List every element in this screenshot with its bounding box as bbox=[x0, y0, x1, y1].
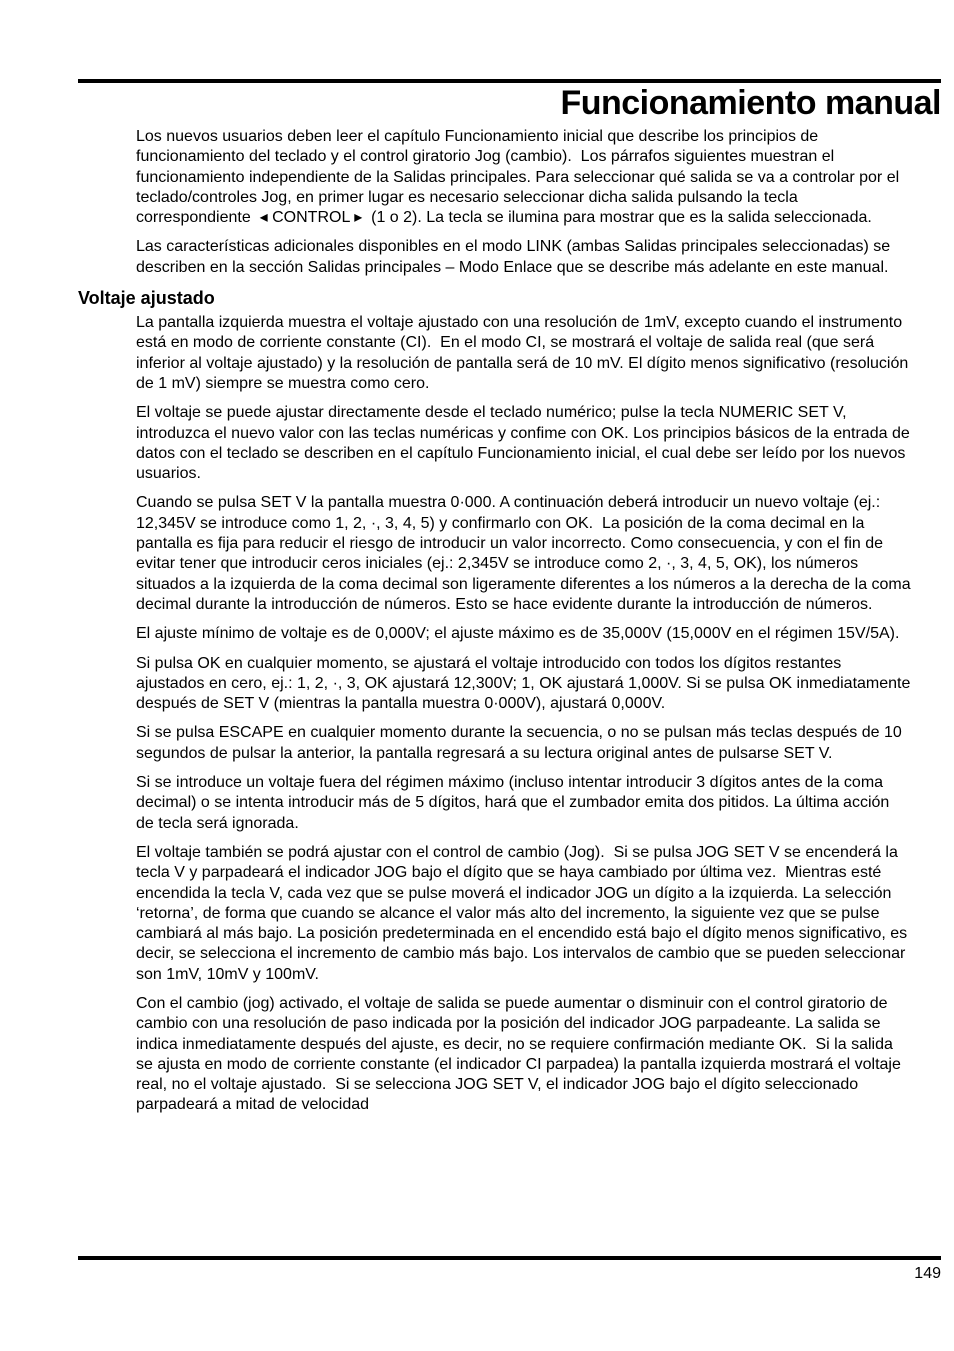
section-paragraph: El voltaje también se podrá ajustar con el control de cambio (Jog). Si se pulsa JOG SET V se encenderá la tecla V y parpadeará el indicador JOG bajo el dígito que se haya cambiado por última vez. Mientras esté encendida la tecla V, cada vez que se pulse moverá el indicador JOG un dígito a la izquierda. La selección ‘retorna’, de forma que cuando se alcance el valor más alto del incremento, la siguiente vez que se pulse cambiará al más bajo. La posición predeterminada en el encendido está bajo el dígito menos significativo, es decir, se selecciona el incremento de cambio más bajo. Los intervalos de cambio que se pueden seleccionar son 1mV, 10mV y 100mV. bbox=[136, 843, 912, 983]
footer-rule bbox=[78, 1256, 941, 1260]
section-paragraph: Si pulsa OK en cualquier momento, se ajustará el voltaje introducido con todos los dígitos restantes ajustados en cero, ej.: 1, 2, ·, 3, OK ajustará 12,300V; 1, OK ajustará 1,000V. Si se pulsa OK inmediatamente después de SET V (mientras la pantalla muestra 0·000V), ajustará 0,000V. bbox=[136, 654, 915, 713]
section-paragraph: Si se pulsa ESCAPE en cualquier momento durante la secuencia, o no se pulsan más teclas después de 10 segundos de pulsar la anterior, la pantalla regresará a su lectura original antes de pulsarse SET V. bbox=[136, 724, 907, 762]
section-paragraph: Con el cambio (jog) activado, el voltaje de salida se puede aumentar o disminuir con el control giratorio de cambio con una resolución de paso indicada por la posición del indicador JOG parpadeante. La salida se indica inmediatamente después del ajuste, es decir, no se requiere confirmación mediante OK. Si la salida se ajusta en modo de corriente constante (el indicador CI parpadea) la pantalla izquierda mostrará el voltaje real, no el voltaje ajustado. Si se selecciona JOG SET V, el indicador JOG bajo el dígito seleccionado parpadeará a mitad de velocidad bbox=[136, 994, 906, 1114]
intro-paragraph: Las características adicionales disponibles en el modo LINK (ambas Salidas principales seleccionadas) se describen en la sección Salidas principales – Modo Enlace que se describe más adelante en este manual. bbox=[136, 238, 895, 276]
section-paragraph: El voltaje se puede ajustar directamente desde el teclado numérico; pulse la tecla NUMERIC SET V, introduzca el nuevo valor con las teclas numéricas y confime con OK. Los principios básicos de la entrada de datos con el teclado se describen en el capítulo Funcionamiento inicial, el cual debe ser leído por los nuevos usuarios. bbox=[136, 404, 915, 483]
intro-paragraph: Los nuevos usuarios deben leer el capítulo Funcionamiento inicial que describe los principios de funcionamiento del teclado y el control giratorio Jog (cambio). Los párrafos siguientes muestran el funcionamiento independiente de la Salidas principales. Para seleccionar qué salida se va a controlar por el teclado/controles Jog, en primer lugar es necesario seleccionar dicha salida pulsando la tecla correspondiente ◂ CONTROL ▸ (1 o 2). La tecla se ilumina para mostrar que es la salida seleccionada. bbox=[136, 128, 904, 227]
section-paragraph: La pantalla izquierda muestra el voltaje ajustado con una resolución de 1mV, excepto cuando el instrumento está en modo de corriente constante (CI). En el modo CI, se mostrará el voltaje de salida real (que será inferior al voltaje ajustado) y la resolución de pantalla será de 10 mV. El dígito menos significativo (resolución de 1 mV) siempre se muestra como cero. bbox=[136, 314, 913, 392]
page-title: Funcionamiento manual bbox=[560, 84, 941, 122]
header-rule bbox=[78, 79, 941, 83]
section-heading-voltaje-ajustado: Voltaje ajustado bbox=[78, 288, 215, 309]
section-paragraph: Si se introduce un voltaje fuera del régimen máximo (incluso intentar introducir 3 dígitos antes de la coma decimal) o se intenta introducir más de 5 dígitos, hará que el zumbador emita dos pitidos. La última acción de tecla será ignorada. bbox=[136, 774, 894, 832]
page-content bbox=[78, 127, 916, 1125]
page-number: 149 bbox=[914, 1265, 941, 1282]
section-paragraph: El ajuste mínimo de voltaje es de 0,000V; el ajuste máximo es de 35,000V (15,000V en el régimen 15V/5A). bbox=[136, 625, 900, 643]
section-paragraph: Cuando se pulsa SET V la pantalla muestra 0·000. A continuación deberá introducir un nuevo voltaje (ej.: 12,345V se introduce como 1, 2, ·, 3, 4, 5) y confirmarlo con OK. La posición de la coma decimal en la pantalla es fija para reducir el riesgo de introducir un valor incorrecto. Como consecuencia, y con el fin de evitar tener que introducir ceros iniciales (ej.: 2,345V se introduce como 2, ·, 3, 4, 5, OK), los números situados a la izquierda de la coma decimal son ligeramente diferentes a los números a la derecha de la coma decimal durante la introducción de números. Esto se hace evidente durante la introducción de números. bbox=[136, 494, 916, 613]
